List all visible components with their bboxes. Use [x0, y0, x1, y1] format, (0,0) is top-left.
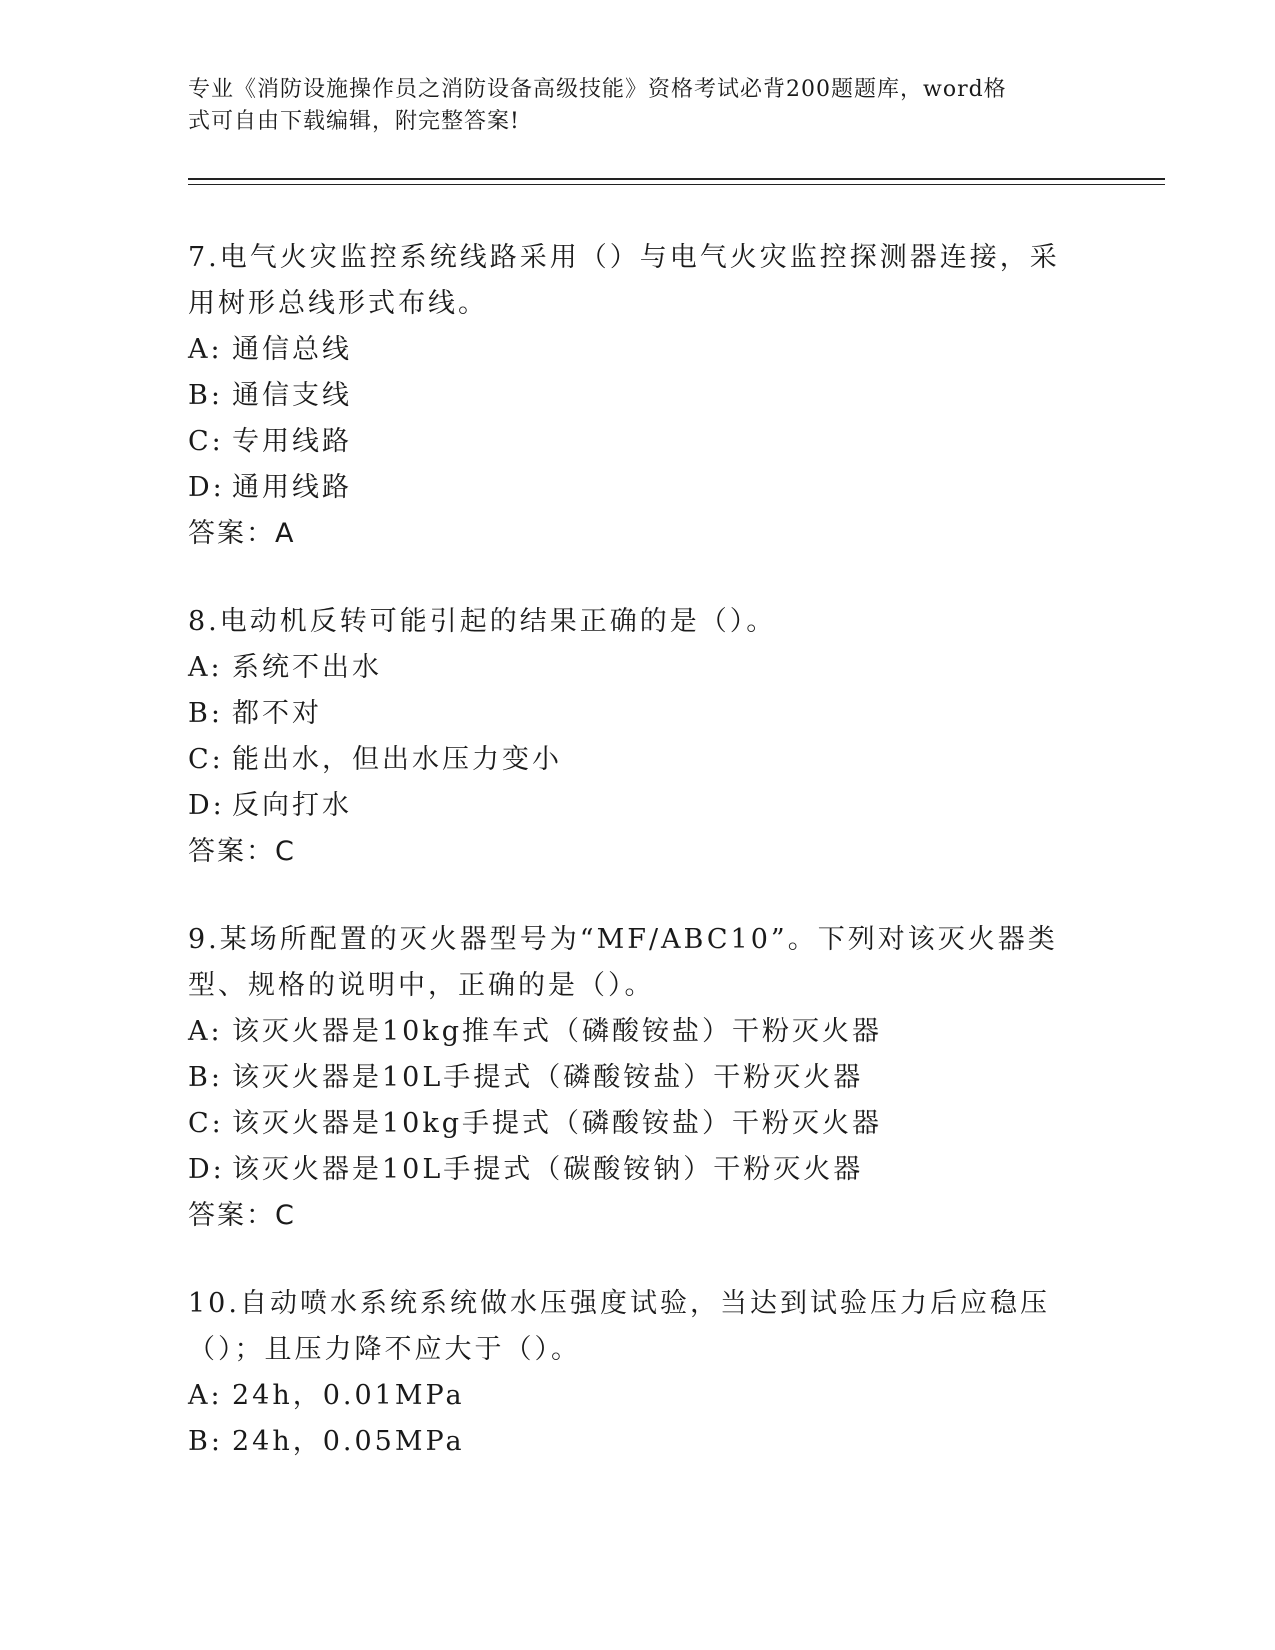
option-b: [188, 1419, 1068, 1465]
option-letter: A:: [188, 334, 223, 365]
header-divider-thick: [188, 178, 1165, 180]
option-letter: A:: [188, 1016, 223, 1047]
question-text: 10.自动喷水系统系统做水压强度试验，当达到试验压力后应稳压（）；且压力降不应大于（）。: [188, 1288, 1050, 1365]
question-text: 7.电气火灾监控系统线路采用（）与电气火灾监控探测器连接，采用树形总线形式布线。: [188, 242, 1060, 319]
option-a: [188, 1009, 1068, 1055]
question-8: [188, 599, 1068, 875]
option-a: [188, 645, 1068, 691]
option-text: 反向打水: [232, 790, 352, 821]
option-letter: B:: [188, 380, 223, 411]
question-text: 8.电动机反转可能引起的结果正确的是（）。: [188, 606, 777, 637]
option-d: [188, 783, 1068, 829]
option-text: 专用线路: [232, 426, 352, 457]
option-c: [188, 737, 1068, 783]
question-9: [188, 917, 1068, 1239]
header-divider-thin: [188, 184, 1165, 185]
question-list: [188, 235, 1068, 1507]
option-letter: B:: [188, 698, 223, 729]
option-c: [188, 1101, 1068, 1147]
option-letter: C:: [188, 1108, 224, 1139]
option-letter: D:: [188, 790, 225, 821]
question-7: [188, 235, 1068, 557]
option-text: 24h，0.01MPa: [232, 1380, 465, 1411]
option-text: 能出水，但出水压力变小: [232, 744, 562, 775]
option-letter: D:: [188, 472, 225, 503]
option-c: [188, 419, 1068, 465]
option-letter: C:: [188, 744, 224, 775]
question-text: 9.某场所配置的灭火器型号为“MF/ABC10”。下列对该灭火器类型、规格的说明中，正确的是（）。: [188, 924, 1058, 1001]
option-text: 该灭火器是10L手提式（碳酸铵钠）干粉灭火器: [232, 1154, 864, 1185]
option-text: 24h，0.05MPa: [232, 1426, 465, 1457]
document-header: [188, 74, 1068, 138]
option-text: 该灭火器是10L手提式（磷酸铵盐）干粉灭火器: [232, 1062, 864, 1093]
option-d: [188, 465, 1068, 511]
option-text: 该灭火器是10kg推车式（磷酸铵盐）干粉灭火器: [232, 1016, 883, 1047]
option-letter: B:: [188, 1062, 223, 1093]
header-line-1: 专业《消防设施操作员之消防设备高级技能》资格考试必背200题题库，word格: [188, 77, 1007, 102]
answer-line: 答案：C: [188, 1200, 296, 1231]
option-text: 都不对: [232, 698, 322, 729]
option-b: [188, 691, 1068, 737]
header-line-2: 式可自由下载编辑，附完整答案!: [188, 109, 520, 134]
option-letter: A:: [188, 652, 223, 683]
option-b: [188, 373, 1068, 419]
option-text: 通信总线: [232, 334, 352, 365]
answer-line: 答案：A: [188, 518, 296, 549]
option-d: [188, 1147, 1068, 1193]
option-letter: D:: [188, 1154, 225, 1185]
answer-line: 答案：C: [188, 836, 296, 867]
option-text: 系统不出水: [232, 652, 382, 683]
question-10: [188, 1281, 1068, 1465]
option-text: 该灭火器是10kg手提式（磷酸铵盐）干粉灭火器: [232, 1108, 883, 1139]
option-letter: A:: [188, 1380, 223, 1411]
option-letter: B:: [188, 1426, 223, 1457]
option-a: [188, 1373, 1068, 1419]
option-text: 通信支线: [232, 380, 352, 411]
option-text: 通用线路: [232, 472, 352, 503]
option-letter: C:: [188, 426, 224, 457]
option-b: [188, 1055, 1068, 1101]
option-a: [188, 327, 1068, 373]
